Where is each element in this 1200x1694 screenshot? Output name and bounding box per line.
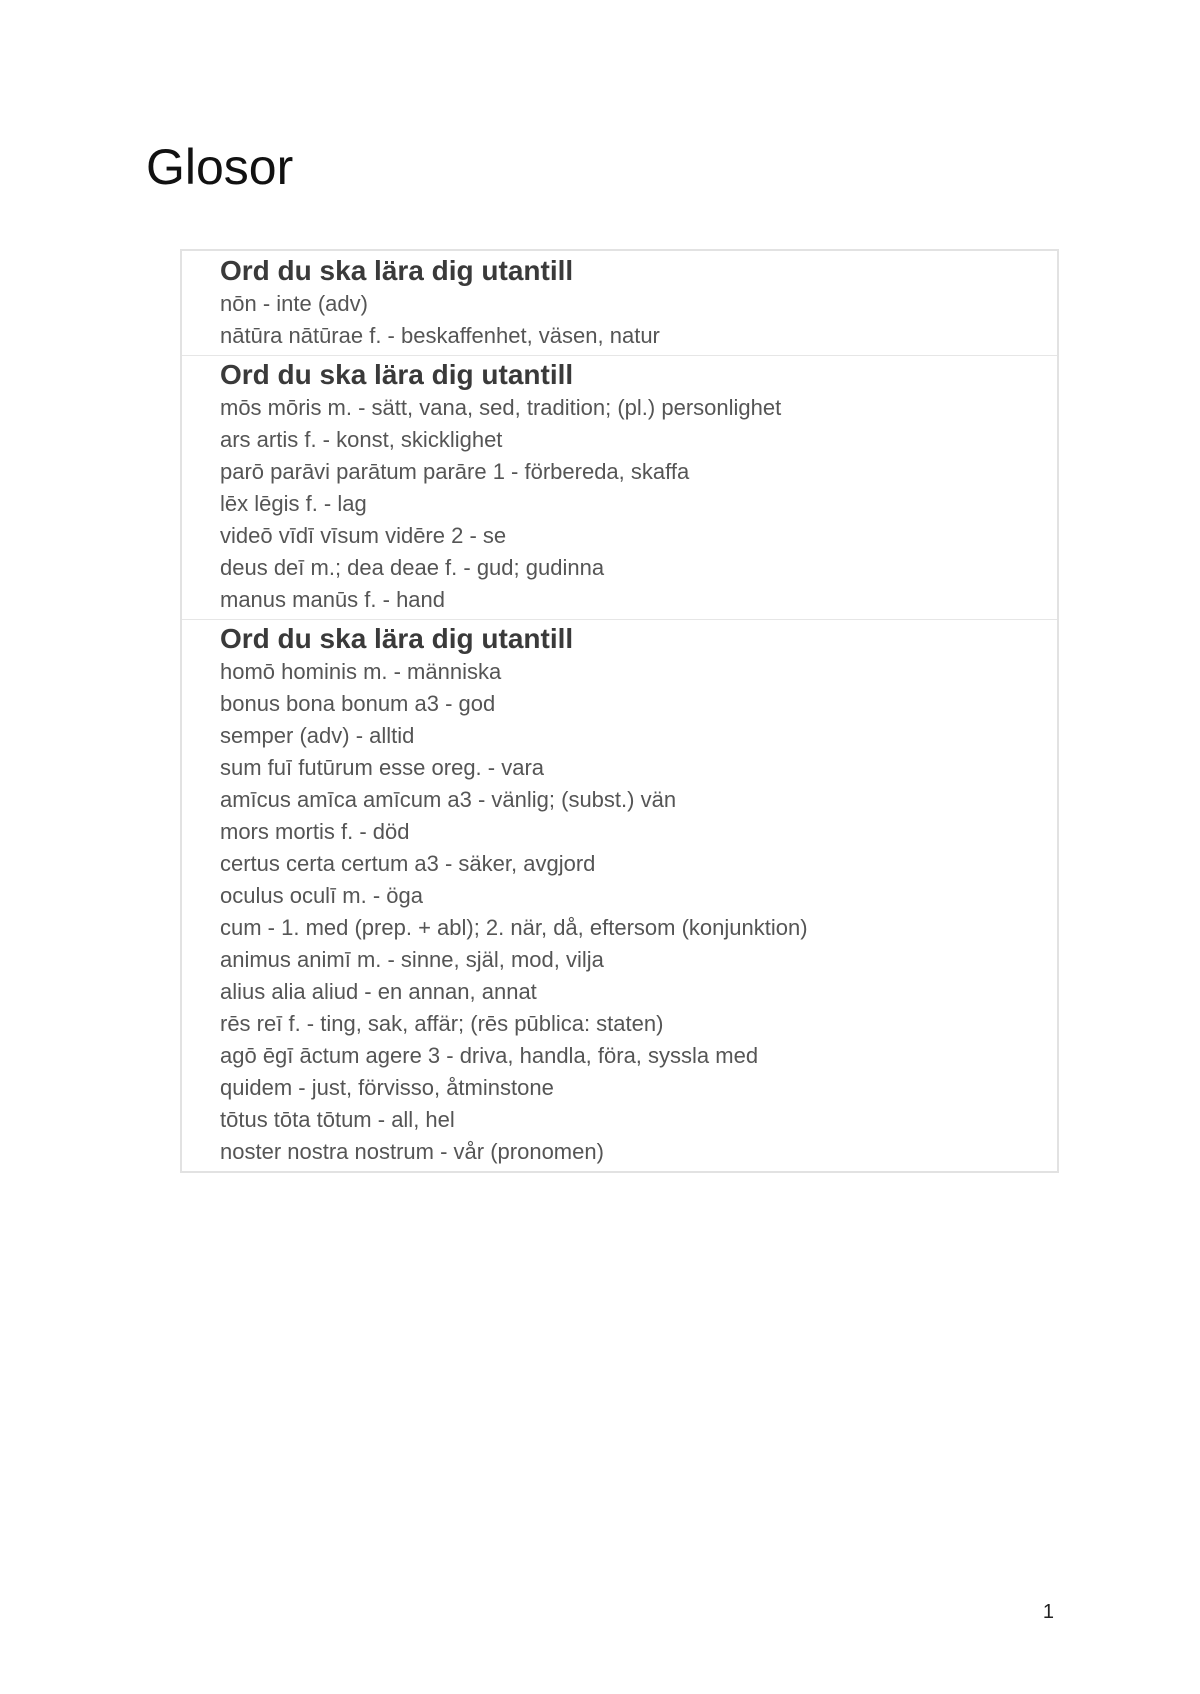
section-heading: Ord du ska lära dig utantill bbox=[220, 255, 574, 286]
word-item: semper (adv) - alltid bbox=[220, 723, 415, 748]
word-item: alius alia aliud - en annan, annat bbox=[220, 979, 537, 1004]
vocabulary-section-1 bbox=[182, 251, 1057, 355]
word-item: mors mortis f. - död bbox=[220, 819, 410, 844]
section-heading: Ord du ska lära dig utantill bbox=[220, 623, 574, 654]
word-list bbox=[220, 656, 1057, 1168]
section-heading: Ord du ska lära dig utantill bbox=[220, 359, 574, 390]
word-item: bonus bona bonum a3 - god bbox=[220, 691, 496, 716]
word-item: oculus oculī m. - öga bbox=[220, 883, 423, 908]
word-item: agō ēgī āctum agere 3 - driva, handla, föra, syssla med bbox=[220, 1043, 759, 1068]
word-item: ars artis f. - konst, skicklighet bbox=[220, 427, 503, 452]
word-item: animus animī m. - sinne, själ, mod, vilja bbox=[220, 947, 604, 972]
vocabulary-section-3 bbox=[182, 619, 1057, 1171]
word-list bbox=[220, 288, 1057, 352]
word-item: rēs reī f. - ting, sak, affär; (rēs pūblica: staten) bbox=[220, 1011, 664, 1036]
word-item: sum fuī futūrum esse oreg. - vara bbox=[220, 755, 545, 780]
word-item: lēx lēgis f. - lag bbox=[220, 491, 367, 516]
word-item: homō hominis m. - människa bbox=[220, 659, 502, 684]
word-item: nōn - inte (adv) bbox=[220, 291, 368, 316]
word-item: manus manūs f. - hand bbox=[220, 587, 446, 612]
word-item: cum - 1. med (prep. + abl); 2. när, då, eftersom (konjunktion) bbox=[220, 915, 808, 940]
word-item: nātūra nātūrae f. - beskaffenhet, väsen, natur bbox=[220, 323, 660, 348]
word-item: noster nostra nostrum - vår (pronomen) bbox=[220, 1139, 604, 1164]
word-item: mōs mōris m. - sätt, vana, sed, tradition; (pl.) personlighet bbox=[220, 395, 782, 420]
page-number: 1 bbox=[1042, 1601, 1054, 1623]
vocabulary-section-2 bbox=[182, 355, 1057, 619]
word-item: tōtus tōta tōtum - all, hel bbox=[220, 1107, 455, 1132]
word-item: amīcus amīca amīcum a3 - vänlig; (subst.) vän bbox=[220, 787, 677, 812]
vocabulary-box bbox=[180, 249, 1059, 1173]
page-title: Glosor bbox=[146, 139, 294, 195]
word-item: videō vīdī vīsum vidēre 2 - se bbox=[220, 523, 507, 548]
word-item: certus certa certum a3 - säker, avgjord bbox=[220, 851, 596, 876]
word-list bbox=[220, 392, 1057, 616]
word-item: deus deī m.; dea deae f. - gud; gudinna bbox=[220, 555, 605, 580]
word-item: quidem - just, förvisso, åtminstone bbox=[220, 1075, 554, 1100]
word-item: parō parāvi parātum parāre 1 - förbereda, skaffa bbox=[220, 459, 690, 484]
